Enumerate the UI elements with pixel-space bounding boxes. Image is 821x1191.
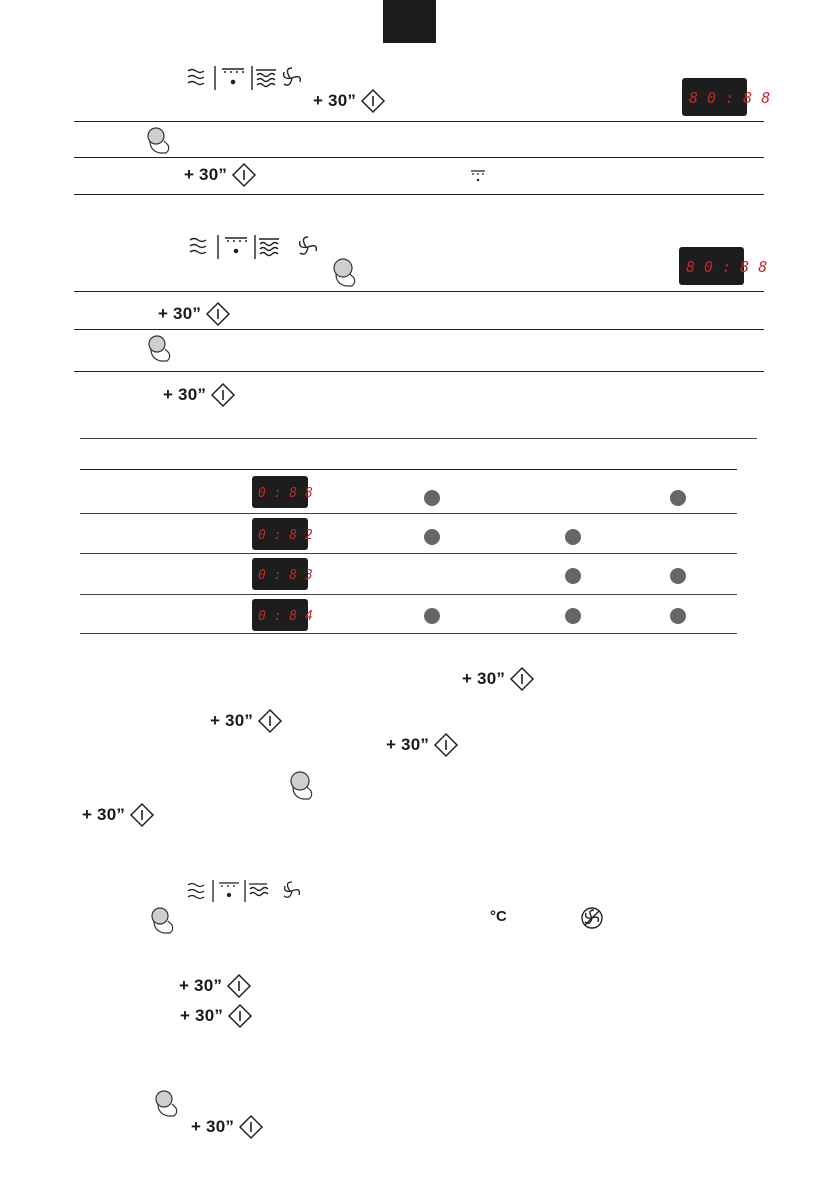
start-icon	[232, 163, 256, 187]
knob-hand-icon	[152, 1088, 182, 1120]
indicator-dot	[565, 568, 581, 584]
grill-icon	[470, 169, 486, 183]
start-icon	[361, 89, 385, 113]
start-icon	[206, 302, 230, 326]
start-plus30-button[interactable]: + 30”	[179, 974, 251, 998]
mode-icons-row	[188, 235, 320, 261]
start-plus30-button[interactable]: + 30”	[462, 667, 534, 691]
start-icon	[239, 1115, 263, 1139]
start-icon	[211, 383, 235, 407]
code-display-1	[252, 476, 313, 508]
indicator-dot	[670, 568, 686, 584]
lcd-display	[682, 78, 771, 116]
start-plus30-button[interactable]: + 30”	[163, 383, 235, 407]
start-icon	[228, 1004, 252, 1028]
start-plus30-button[interactable]: + 30”	[180, 1004, 252, 1028]
svg-text:8 0 : 8 8: 8 0 : 8 8	[686, 258, 768, 276]
knob-hand-icon	[330, 256, 360, 288]
knob-hand-icon	[145, 333, 175, 365]
knob-hand-icon	[148, 905, 178, 937]
start-plus30-button[interactable]: + 30”	[210, 709, 282, 733]
start-plus30-button[interactable]: + 30”	[386, 733, 458, 757]
start-icon	[227, 974, 251, 998]
start-plus30-button[interactable]: + 30”	[184, 163, 256, 187]
indicator-dot	[424, 608, 440, 624]
degree-celsius-label: °C	[490, 908, 507, 925]
code-display-2	[252, 518, 313, 550]
svg-text:8 0 : 8 8: 8 0 : 8 8	[689, 89, 771, 107]
indicator-dot	[670, 608, 686, 624]
mode-icons-row	[186, 66, 306, 92]
start-icon	[258, 709, 282, 733]
indicator-dot	[424, 490, 440, 506]
svg-text:0 : 8 2: 0 : 8 2	[258, 528, 313, 543]
svg-text:0 : 8 8: 0 : 8 8	[258, 486, 313, 501]
mode-icons-row	[186, 880, 302, 904]
indicator-dot	[670, 490, 686, 506]
start-plus30-button[interactable]: + 30”	[313, 89, 385, 113]
page-tab-marker	[383, 0, 436, 43]
fan-crossed-icon	[580, 906, 604, 930]
indicator-dot	[565, 608, 581, 624]
start-plus30-button[interactable]: + 30”	[158, 302, 230, 326]
code-display-3	[252, 558, 313, 590]
start-icon	[510, 667, 534, 691]
svg-text:0 : 8 3: 0 : 8 3	[258, 568, 313, 583]
start-icon	[434, 733, 458, 757]
lcd-display	[679, 247, 768, 285]
start-icon	[130, 803, 154, 827]
start-plus30-button[interactable]: + 30”	[191, 1115, 263, 1139]
indicator-dot	[424, 529, 440, 545]
knob-hand-icon	[144, 125, 174, 155]
start-plus30-button[interactable]: + 30”	[82, 803, 154, 827]
code-display-4	[252, 599, 313, 631]
indicator-dot	[565, 529, 581, 545]
svg-text:0 : 8 4: 0 : 8 4	[258, 609, 313, 624]
knob-hand-icon	[286, 768, 318, 802]
